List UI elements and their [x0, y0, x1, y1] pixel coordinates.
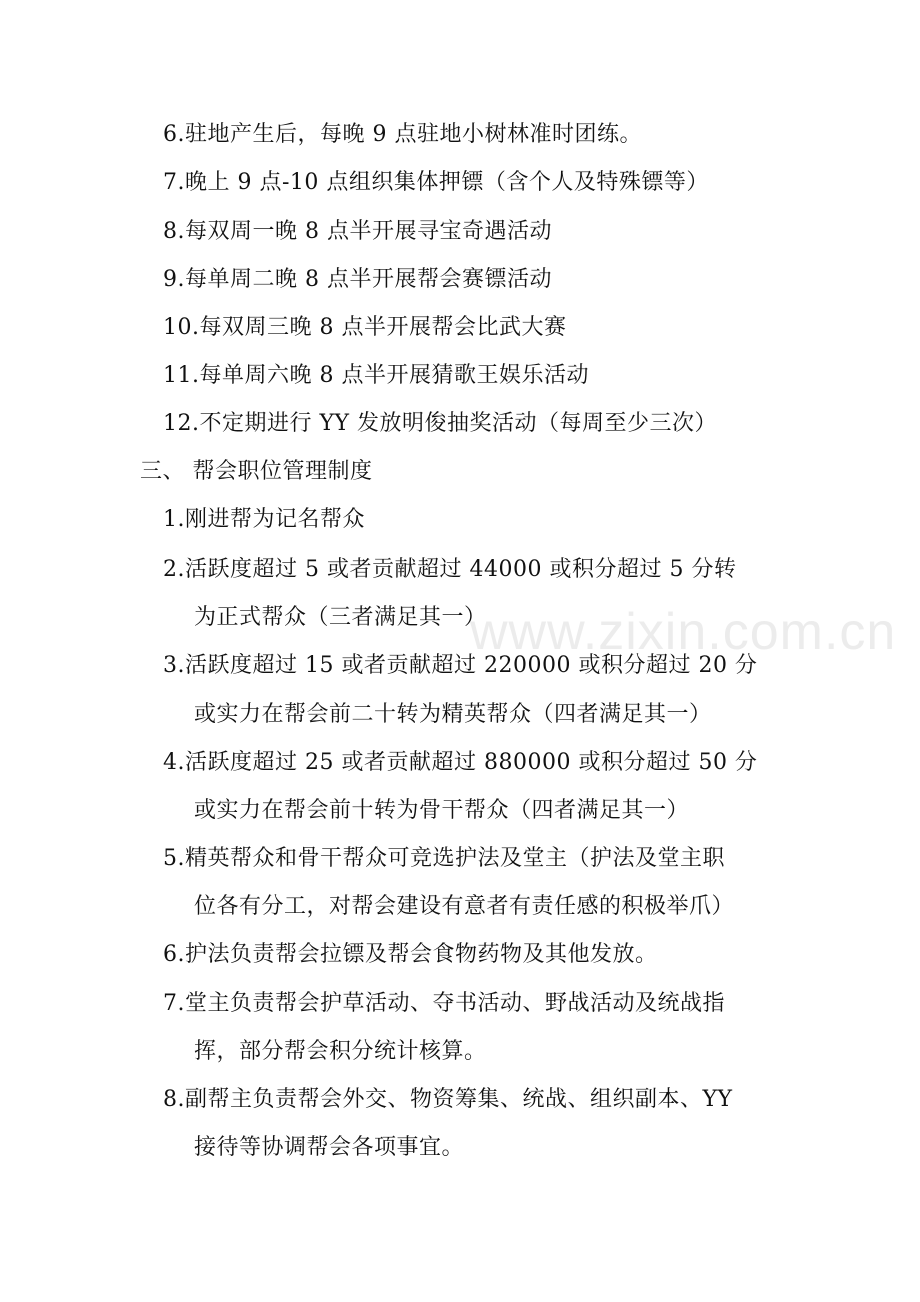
position-item-4 [163, 748, 757, 778]
item-number: 3. [163, 653, 185, 678]
schedule-item-12 [163, 409, 717, 439]
item-number: 1. [163, 507, 185, 532]
item-text-line-1: 活跃度超过 25 或者贡献超过 880000 或积分超过 50 分 [185, 750, 758, 775]
item-number: 7. [163, 991, 185, 1016]
position-item-4-cont: 或实力在帮会前十转为骨干帮众（四者满足其一） [194, 798, 690, 823]
item-number: 8. [163, 1087, 185, 1112]
position-item-1 [163, 505, 365, 535]
item-text: 每双周一晚 8 点半开展寻宝奇遇活动 [185, 219, 552, 244]
position-item-3-cont: 或实力在帮会前二十转为精英帮众（四者满足其一） [194, 702, 712, 727]
schedule-item-11 [163, 361, 589, 391]
item-number: 9. [163, 267, 185, 292]
item-number: 4. [163, 750, 185, 775]
item-number: 6. [163, 122, 185, 147]
item-text-line-1: 活跃度超过 15 或者贡献超过 220000 或积分超过 20 分 [185, 653, 758, 678]
item-text: 驻地产生后，每晚 9 点驻地小树林准时团练。 [185, 122, 642, 147]
item-text-line-1: 活跃度超过 5 或者贡献超过 44000 或积分超过 5 分转 [185, 557, 737, 582]
item-number: 5. [163, 846, 185, 871]
position-item-8 [163, 1085, 733, 1115]
position-item-7 [163, 989, 725, 1019]
schedule-item-6 [163, 120, 642, 150]
item-text: 不定期进行 YY 发放明俊抽奖活动（每周至少三次） [199, 411, 718, 436]
item-text: 每单周六晚 8 点半开展猜歌王娱乐活动 [199, 363, 589, 388]
item-number: 8. [163, 219, 185, 244]
section-heading: 三、 帮会职位管理制度 [140, 459, 373, 484]
item-text: 晚上 9 点-10 点组织集体押镖（含个人及特殊镖等） [185, 170, 709, 195]
item-number: 2. [163, 557, 185, 582]
item-text: 每单周二晚 8 点半开展帮会赛镖活动 [185, 267, 552, 292]
position-item-2 [163, 555, 736, 585]
item-number: 10. [163, 315, 200, 340]
item-text-line-1: 精英帮众和骨干帮众可竞选护法及堂主（护法及堂主职 [185, 846, 726, 871]
item-text: 每双周三晚 8 点半开展帮会比武大赛 [199, 315, 567, 340]
item-number: 7. [163, 170, 185, 195]
watermark: www.zixin.com.cn [470, 603, 897, 661]
position-item-5-cont: 位各有分工，对帮会建设有意者有责任感的积极举爪） [194, 894, 735, 919]
item-number: 12. [163, 411, 200, 436]
item-text: 刚进帮为记名帮众 [185, 507, 366, 532]
item-number: 11. [163, 363, 200, 388]
item-text-line-1: 堂主负责帮会护草活动、夺书活动、野战活动及统战指 [185, 991, 726, 1016]
position-item-7-cont: 挥，部分帮会积分统计核算。 [194, 1039, 487, 1064]
schedule-item-9 [163, 265, 552, 295]
position-item-6 [163, 940, 658, 970]
schedule-item-7 [163, 168, 709, 198]
position-item-2-cont: 为正式帮众（三者满足其一） [194, 605, 487, 630]
item-text-line-1: 副帮主负责帮会外交、物资筹集、统战、组织副本、YY [185, 1087, 733, 1112]
position-item-8-cont: 接待等协调帮会各项事宜。 [194, 1135, 465, 1160]
schedule-item-10 [163, 313, 567, 343]
schedule-item-8 [163, 217, 552, 247]
item-text: 护法负责帮会拉镖及帮会食物药物及其他发放。 [185, 942, 658, 967]
item-number: 6. [163, 942, 185, 967]
position-item-5 [163, 844, 725, 874]
